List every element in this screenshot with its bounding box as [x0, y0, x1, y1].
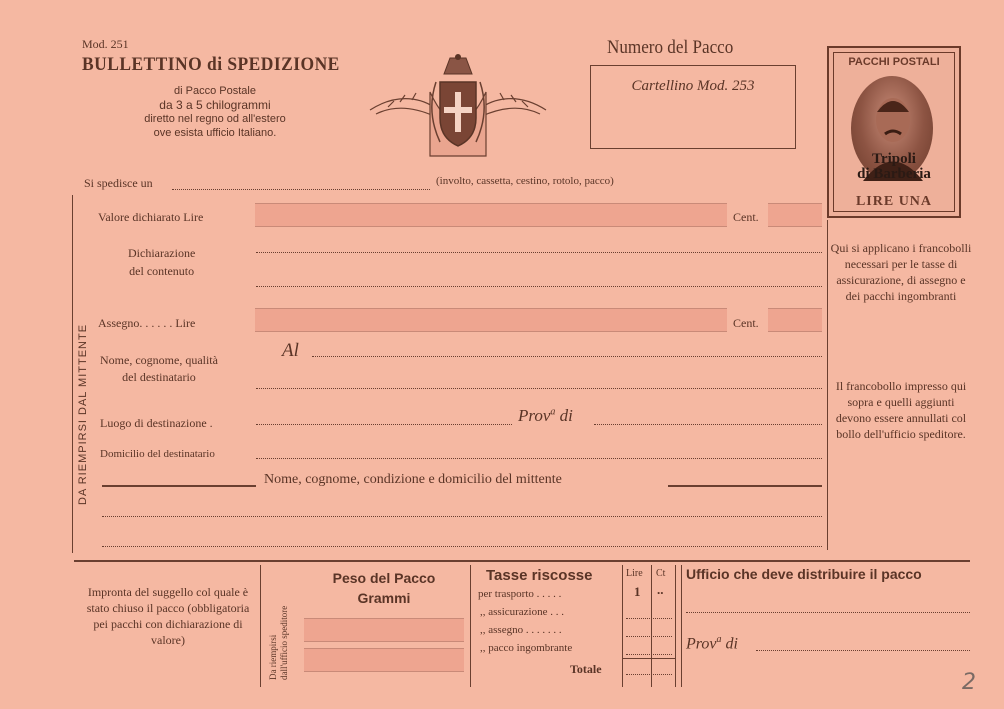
fee-cod: ,, assegno . . . . . . .	[480, 624, 562, 636]
weight-divider	[470, 565, 471, 687]
office-fill-note-2: dall'ufficio speditore	[279, 605, 289, 680]
lire-col-right	[675, 565, 676, 687]
bottom-top-rule	[74, 560, 970, 562]
sender-field-2[interactable]	[102, 546, 822, 547]
vertical-sender-label: DA RIEMPIRSI DAL MITTENTE	[77, 323, 89, 505]
sender-field-1[interactable]	[102, 516, 822, 517]
prov-text: Prov	[518, 406, 551, 425]
fee-row-dots-1	[626, 618, 672, 619]
destination-label: Luogo di destinazione .	[100, 416, 213, 430]
seal-note: Impronta del suggello col quale è stato chiuso il pacco (obbligatoria pei pacchi con dichiarazione di valore)	[86, 585, 250, 647]
corner-pencil-mark: 2	[962, 670, 976, 695]
contents-label-2: del contenuto	[129, 264, 195, 278]
contents-label-1: Dichiarazione	[128, 246, 196, 260]
weight-title	[304, 568, 464, 608]
province-field[interactable]	[594, 424, 822, 425]
domicile-field[interactable]	[256, 458, 822, 459]
ships-label: Si spedisce un	[84, 176, 153, 190]
fee-total-rule	[622, 658, 676, 659]
weight-field-2[interactable]	[304, 648, 464, 672]
office-fill-note-1: Da riempirsi	[268, 634, 278, 680]
lire-col-left	[622, 565, 623, 687]
package-number-box[interactable]	[590, 65, 796, 149]
cod-field[interactable]	[255, 308, 727, 332]
subtitle-line-1: di Pacco Postale	[174, 85, 256, 97]
fee-insurance: ,, assicurazione . . .	[480, 606, 564, 618]
office-field[interactable]	[686, 612, 970, 613]
office-prov	[686, 634, 738, 653]
cod-cent-field[interactable]	[768, 308, 822, 332]
ct-header: Ct	[656, 568, 666, 579]
subtitle-line-4: ove esista ufficio Italiano.	[153, 127, 277, 139]
overprint-line-1: Tripoli	[872, 151, 916, 167]
fee-row-dots-3	[626, 654, 672, 655]
fees-total-label: Totale	[570, 662, 602, 676]
subtitle-line-3: diretto nel regno od all'estero	[144, 113, 286, 125]
cod-cent-label: Cent.	[733, 316, 759, 330]
declared-value-label: Valore dichiarato Lire	[98, 210, 204, 224]
lire-header: Lire	[626, 568, 643, 579]
fee-bulky: ,, pacco ingombrante	[480, 642, 573, 654]
recipient-label	[100, 352, 218, 386]
side-divider	[827, 220, 828, 550]
side-note-stamps: Qui si applicano i francobolli necessari per le tasse di assicurazione, di assegno e dei pacchi ingombranti	[830, 241, 972, 303]
fee-row-dots-2	[626, 636, 672, 637]
contents-label	[128, 244, 195, 280]
destination-prov	[518, 406, 573, 426]
declared-value-cent-field[interactable]	[768, 203, 822, 227]
overprint-line-2: di Barberia	[857, 166, 931, 182]
recipient-label-1: Nome, cognome, qualità	[100, 353, 218, 367]
sender-rule-right	[668, 485, 822, 487]
recipient-label-2: del destinatario	[122, 370, 196, 384]
office-title: Ufficio che deve distribuire il pacco	[686, 566, 922, 582]
cod-label: Assegno. . . . . . Lire	[98, 316, 196, 330]
fee-transport: per trasporto . . . . .	[478, 588, 562, 600]
weight-title-2: Grammi	[357, 590, 411, 606]
stamp-value: LIRE UNA	[855, 194, 933, 209]
model-number: Mod. 251	[82, 37, 129, 51]
ct-value: ..	[657, 582, 664, 597]
ships-field[interactable]	[172, 189, 430, 190]
prov-di: di	[555, 406, 573, 425]
office-province-field[interactable]	[756, 650, 970, 651]
sender-label: Nome, cognome, condizione e domicilio del mittente	[264, 472, 562, 487]
office-fill-note	[268, 606, 290, 680]
declared-value-field[interactable]	[255, 203, 727, 227]
domicile-label: Domicilio del destinatario	[100, 448, 215, 460]
seal-divider	[260, 565, 261, 687]
fee-total-dots	[626, 674, 672, 675]
stamp-top-label: PACCHI POSTALI	[848, 56, 940, 68]
subtitle-line-2: da 3 a 5 chilogrammi	[159, 98, 271, 112]
weight-title-1: Peso del Pacco	[332, 570, 436, 586]
recipient-al: Al	[282, 340, 299, 361]
ships-hint: (involto, cassetta, cestino, rotolo, pacco)	[436, 175, 614, 187]
weight-field-1[interactable]	[304, 618, 464, 642]
prov-sup: a	[550, 406, 556, 418]
office-prov-sup: a	[716, 634, 722, 645]
contents-field-1[interactable]	[256, 252, 822, 253]
office-divider	[681, 565, 682, 687]
contents-field-2[interactable]	[256, 286, 822, 287]
office-prov-di: di	[721, 635, 738, 653]
header-subtitle	[80, 84, 350, 140]
package-number-placeholder: Cartellino Mod. 253	[631, 78, 755, 94]
postage-stamp	[827, 46, 961, 218]
destination-field[interactable]	[256, 424, 512, 425]
office-prov-text: Prov	[686, 635, 717, 653]
fees-title: Tasse riscosse	[486, 567, 593, 584]
coat-of-arms-icon	[368, 52, 548, 168]
lire-col-mid	[651, 565, 652, 687]
side-note-cancel: Il francobollo impresso qui sopra e quelli aggiunti devono essere annullati col bollo dell'ufficio speditore.	[835, 379, 967, 441]
recipient-field-1[interactable]	[312, 356, 822, 357]
declared-value-cent-label: Cent.	[733, 210, 759, 224]
left-border-line	[72, 195, 73, 553]
recipient-field-2[interactable]	[256, 388, 822, 389]
lire-value: 1	[634, 584, 641, 599]
sender-rule-left	[102, 485, 256, 487]
form-title: BULLETTINO di SPEDIZIONE	[82, 54, 340, 75]
package-number-title: Numero del Pacco	[607, 37, 734, 58]
